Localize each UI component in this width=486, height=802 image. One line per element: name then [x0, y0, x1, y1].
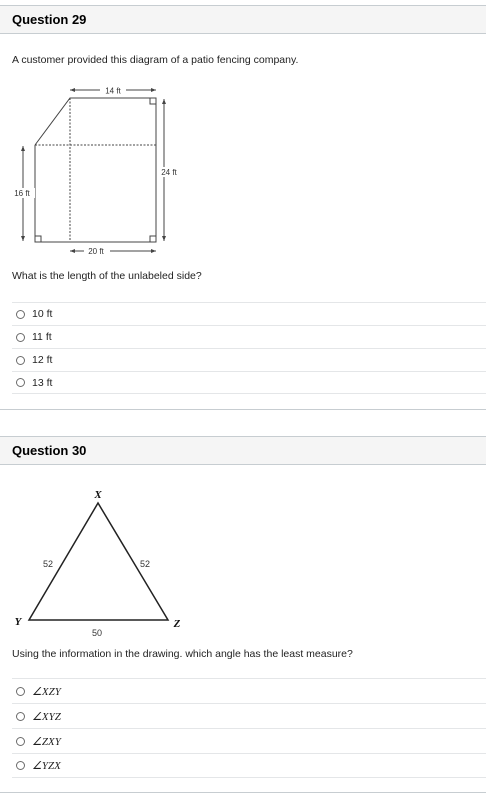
- triangle-diagram: [5, 484, 205, 639]
- answer-label: 12 ft: [32, 354, 53, 366]
- question-header: [0, 5, 486, 34]
- patio-diagram: [8, 85, 188, 255]
- radio-button[interactable]: [16, 761, 25, 770]
- question-prompt: A customer provided this diagram of a patio fencing company.: [12, 54, 299, 66]
- vertex-y: Y: [14, 616, 22, 628]
- radio-button[interactable]: [16, 687, 25, 696]
- answer-label: ∠XYZ: [32, 710, 61, 723]
- question-text: What is the length of the unlabeled side?: [12, 270, 202, 282]
- label-right: 24 ft: [161, 168, 177, 177]
- answer-option[interactable]: [12, 703, 486, 728]
- side-xy-label: 52: [42, 559, 54, 569]
- side-xz-label: 52: [139, 559, 151, 569]
- answer-label: ∠ZXY: [32, 735, 61, 748]
- answer-list: [12, 302, 486, 394]
- answer-label: ∠YZX: [32, 760, 61, 772]
- question-title: Question 29: [12, 12, 87, 27]
- answer-label: 11 ft: [32, 331, 52, 343]
- answer-option[interactable]: [12, 728, 486, 753]
- answer-option[interactable]: [12, 371, 486, 394]
- answer-option[interactable]: [12, 348, 486, 371]
- answer-option[interactable]: [12, 753, 486, 778]
- answer-option[interactable]: [12, 302, 486, 325]
- answer-option[interactable]: [12, 678, 486, 703]
- question-text: Using the information in the drawing. which angle has the least measure?: [12, 648, 353, 660]
- label-top: 14 ft: [105, 86, 121, 96]
- answer-list: [12, 678, 486, 778]
- question-29: [0, 5, 486, 410]
- radio-button[interactable]: [16, 737, 25, 746]
- answer-label: 10 ft: [32, 308, 53, 320]
- answer-label: 13 ft: [32, 376, 53, 389]
- answer-label: ∠XZY: [32, 685, 61, 698]
- question-title: Question 30: [12, 443, 87, 458]
- radio-button[interactable]: [16, 333, 25, 342]
- side-yz-label: 50: [91, 628, 103, 638]
- vertex-x: X: [94, 489, 102, 501]
- radio-button[interactable]: [16, 356, 25, 365]
- radio-button[interactable]: [16, 712, 25, 721]
- radio-button[interactable]: [16, 378, 25, 387]
- question-header: [0, 436, 486, 465]
- radio-button[interactable]: [16, 310, 25, 319]
- question-30: [0, 436, 486, 793]
- answer-option[interactable]: [12, 325, 486, 348]
- vertex-z: Z: [173, 618, 181, 630]
- label-left: 16 ft: [14, 189, 30, 198]
- label-bottom: 20 ft: [88, 247, 104, 255]
